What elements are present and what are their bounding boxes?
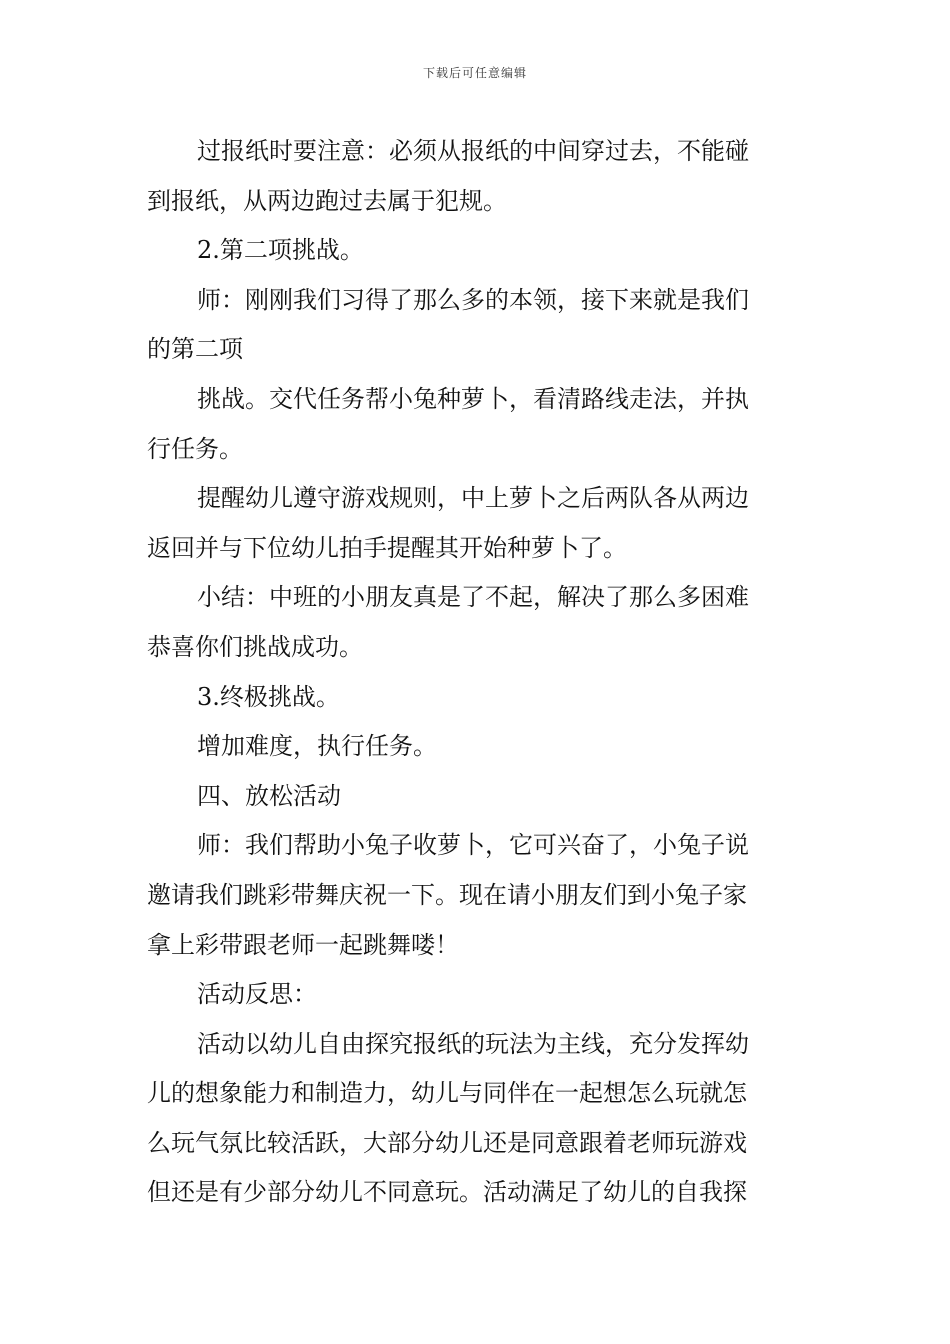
paragraph-line: 增加难度，执行任务。 bbox=[197, 732, 437, 761]
paragraph-line: 拿上彩带跟老师一起跳舞喽！ bbox=[147, 930, 459, 959]
section-heading: 2.第二项挑战。 bbox=[197, 236, 364, 265]
section-heading: 活动反思： bbox=[197, 980, 317, 1009]
paragraph-line: 师：我们帮助小兔子收萝卜，它可兴奋了，小兔子说 bbox=[197, 831, 749, 860]
section-heading: 3.终极挑战。 bbox=[197, 682, 340, 711]
section-heading: 四、放松活动 bbox=[197, 781, 341, 810]
paragraph-line: 么玩气氛比较活跃，大部分幼儿还是同意跟着老师玩游戏 bbox=[147, 1128, 747, 1157]
paragraph-line: 小结：中班的小朋友真是了不起，解决了那么多困难 bbox=[197, 583, 749, 612]
paragraph-line: 邀请我们跳彩带舞庆祝一下。现在请小朋友们到小兔子家 bbox=[147, 880, 747, 909]
paragraph-line: 到报纸，从两边跑过去属于犯规。 bbox=[147, 186, 507, 215]
paragraph-line: 挑战。交代任务帮小兔种萝卜，看清路线走法，并执 bbox=[197, 384, 749, 413]
paragraph-line: 的第二项 bbox=[147, 335, 243, 364]
paragraph-line: 行任务。 bbox=[147, 434, 243, 463]
paragraph-line: 儿的想象能力和制造力，幼儿与同伴在一起想怎么玩就怎 bbox=[147, 1079, 747, 1108]
paragraph-line: 过报纸时要注意：必须从报纸的中间穿过去，不能碰 bbox=[197, 137, 749, 165]
paragraph-line: 师：刚刚我们习得了那么多的本领，接下来就是我们 bbox=[197, 285, 749, 314]
page-header: 下载后可任意编辑 bbox=[422, 66, 527, 80]
paragraph-line: 提醒幼儿遵守游戏规则，中上萝卜之后两队各从两边 bbox=[197, 484, 749, 513]
paragraph-line: 但还是有少部分幼儿不同意玩。活动满足了幼儿的自我探 bbox=[147, 1178, 747, 1207]
paragraph-line: 活动以幼儿自由探究报纸的玩法为主线，充分发挥幼 bbox=[197, 1029, 749, 1058]
paragraph-line: 返回并与下位幼儿拍手提醒其开始种萝卜了。 bbox=[147, 533, 627, 562]
document-body bbox=[147, 127, 812, 1218]
paragraph-line: 恭喜你们挑战成功。 bbox=[147, 632, 363, 661]
